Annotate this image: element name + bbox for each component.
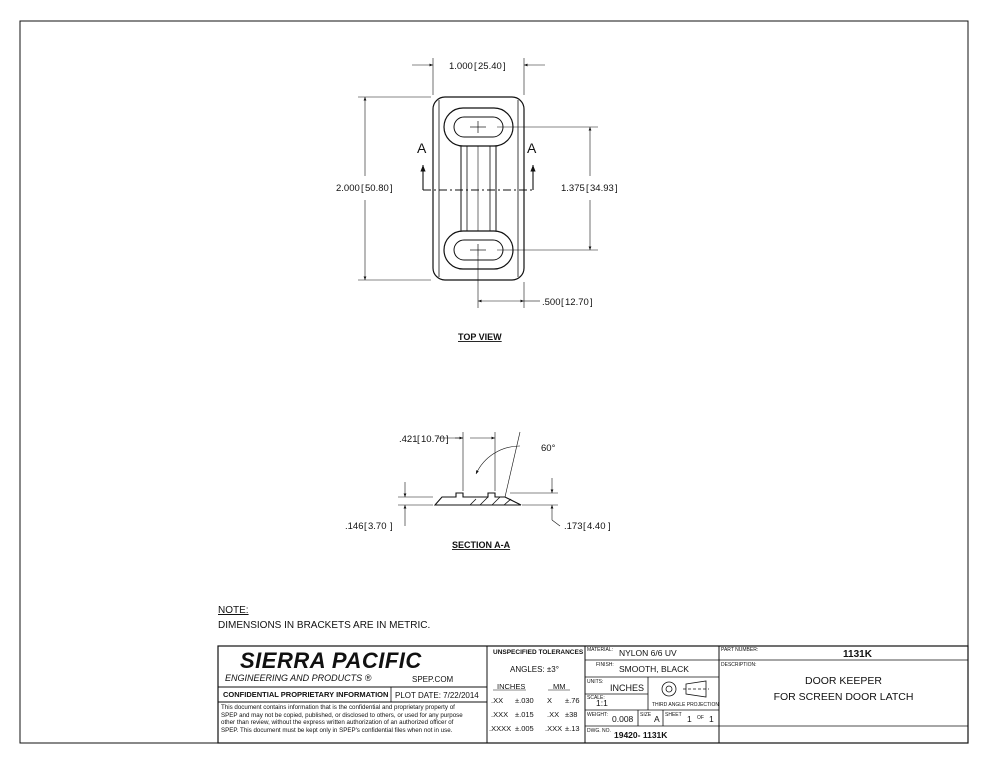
units-label: UNITS: [587,679,604,685]
size-value: A [654,714,660,724]
section-marker-right: A [527,140,537,156]
section-view-label: SECTION A-A [452,540,511,550]
tolerance-row: .XX [491,696,504,705]
section-view [345,432,611,550]
description-line-2: FOR SCREEN DOOR LATCH [773,691,914,703]
center-channel [461,146,496,231]
svg-text:]: ] [390,521,393,532]
description-label: DESCRIPTION: [721,662,757,668]
size-label: SIZE [640,712,652,718]
plot-date: PLOT DATE: 7/22/2014 [395,691,479,700]
dim-width: 1.000 [449,61,473,72]
company-subtitle: ENGINEERING AND PRODUCTS ® [225,673,372,683]
tolerances-title: UNSPECIFIED TOLERANCES [493,649,584,656]
confidential-title: CONFIDENTIAL PROPRIETARY INFORMATION [223,690,389,699]
weight-label: WEIGHT: [587,712,608,718]
dwg-label: DWG. NO. [587,728,611,734]
svg-text:]: ] [446,434,449,445]
dim-left-height: .146 [345,521,364,532]
svg-text:[: [ [361,183,364,194]
dim-height-mm: 50.80 [365,183,389,194]
part-number-label: PART NUMBER: [721,647,759,653]
dim-angle: 60° [541,443,556,454]
company-name: SIERRA PACIFIC [240,648,422,673]
svg-text:]: ] [608,521,611,532]
finish-value: SMOOTH, BLACK [619,664,689,674]
part-outline [433,97,524,280]
svg-text:[: [ [583,521,586,532]
tolerances-mm-head: MM [553,682,566,691]
dim-width-mm: 25.40 [478,61,502,72]
note-heading: NOTE: [218,605,249,616]
registered-mark: ® [364,673,372,683]
svg-text:]: ] [615,183,618,194]
top-view [336,58,618,342]
units-value: INCHES [610,683,645,693]
svg-text:]: ] [590,297,593,308]
svg-text:[: [ [417,434,420,445]
finish-label: FINISH: [596,662,614,668]
of-label: OF [697,715,704,721]
tolerances-angles: ANGLES: ±3° [510,665,559,674]
dim-offset: .500 [542,297,561,308]
material-label: MATERIAL: [587,647,614,653]
note-text: DIMENSIONS IN BRACKETS ARE IN METRIC. [218,620,431,631]
dwg-number: 19420- 1131K [614,730,668,740]
dim-hole-spacing-mm: 34.93 [590,183,614,194]
scale-value: 1:1 [596,698,608,708]
dim-offset-mm: 12.70 [565,297,589,308]
description-line-1: DOOR KEEPER [804,675,883,687]
tolerance-row: .XXXX [489,724,512,733]
third-angle-projection-icon [662,681,709,697]
dim-right-height-mm: 4.40 [587,521,606,532]
svg-text:[: [ [364,521,367,532]
sheet-total: 1 [709,714,714,724]
dim-hole-spacing: 1.375 [561,183,585,194]
sheet-value: 1 [687,714,692,724]
tolerances-inches-head: INCHES [497,682,526,691]
top-view-label: TOP VIEW [458,332,502,342]
svg-text:]: ] [503,61,506,72]
tolerance-row: .XXX [491,710,509,719]
section-marker-left: A [417,140,427,156]
section-profile [435,493,521,505]
weight-value: 0.008 [612,714,634,724]
dim-left-height-mm: 3.70 [368,521,387,532]
dim-height: 2.000 [336,183,360,194]
dim-top-width: .421 [399,434,418,445]
sheet-border [20,21,968,743]
svg-text:[: [ [561,297,564,308]
scale-label: SCALE: [587,695,605,701]
material-value: NYLON 6/6 UV [619,648,677,658]
dim-top-width-mm: 10.70 [421,434,445,445]
part-number: 1131K [843,649,872,660]
svg-text:]: ] [390,183,393,194]
confidential-text: This document contains information that is the confidential and proprietary property of SPEP and may not be copied, published, or disclosed to others, or used for any purpose other than review, without the express written authorization of an authorized officer of SPEP. This document must be kept only in SPEP's confidential files when not in use. [221,704,463,734]
projection-label: THIRD ANGLE PROJECTION [652,702,719,708]
dim-right-height: .173 [564,521,583,532]
company-website: SPEP.COM [412,675,454,684]
svg-text:[: [ [586,183,589,194]
sheet-label: SHEET [665,712,682,718]
svg-text:[: [ [474,61,477,72]
